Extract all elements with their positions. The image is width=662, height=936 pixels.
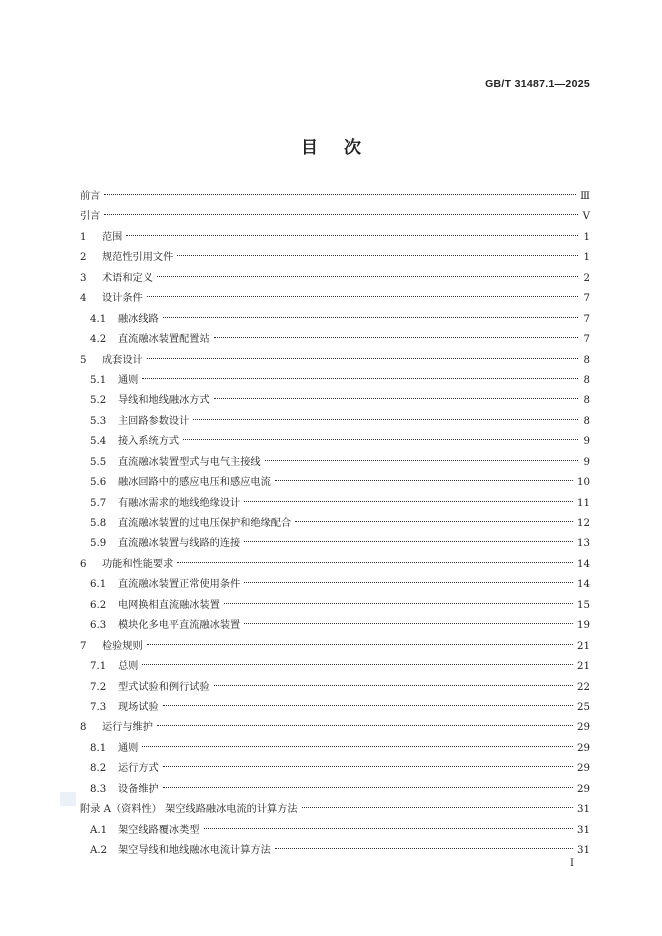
toc-entry-label: 架空线路覆冰类型 — [118, 824, 200, 836]
toc-leader-dots — [295, 509, 573, 522]
toc-leader-dots — [177, 243, 578, 256]
toc-entry-number: 5.4 — [90, 436, 107, 448]
toc-entry-page: 10 — [577, 477, 590, 489]
toc-entry-page: Ⅴ — [582, 211, 590, 223]
toc-leader-dots — [265, 448, 578, 461]
toc-entry-label: 通则 — [118, 742, 139, 754]
toc-entry-page: 22 — [577, 681, 590, 693]
toc-entry-label: 通则 — [118, 374, 139, 386]
toc-entry-page: Ⅲ — [580, 191, 590, 202]
toc-leader-dots — [214, 386, 578, 399]
toc-entry-page: 13 — [577, 538, 590, 550]
toc-entry-label: 直流融冰装置与线路的连接 — [118, 538, 241, 550]
toc-entry-page: 9 — [583, 436, 590, 448]
toc-leader-dots — [147, 284, 578, 297]
toc-entry-page: 11 — [577, 497, 590, 509]
toc-leader-dots — [142, 734, 573, 747]
toc-leader-dots — [275, 468, 573, 481]
toc-entry-number: 6.3 — [90, 620, 107, 632]
toc-entry-page: 7 — [583, 293, 590, 305]
toc-leader-dots — [244, 489, 573, 502]
toc-leader-dots — [104, 202, 578, 215]
toc-leader-dots — [142, 652, 573, 665]
toc-entry-page: 19 — [577, 620, 590, 632]
toc-entry-label: 引言 — [80, 211, 101, 223]
toc-leader-dots — [244, 570, 573, 583]
toc-entry-label: 功能和性能要求 — [102, 558, 174, 570]
toc-entry-number: 8.1 — [90, 742, 107, 754]
toc-entry-number: 3 — [80, 272, 87, 284]
toc-entry-label: 融冰回路中的感应电压和感应电流 — [118, 477, 271, 489]
toc-entry-label: 架空导线和地线融冰电流计算方法 — [118, 845, 271, 856]
toc-entry-page: 14 — [577, 579, 590, 591]
toc-leader-dots — [275, 836, 573, 849]
toc-entry-label: 运行与维护 — [102, 722, 153, 734]
toc-entry-page: 12 — [577, 518, 590, 529]
toc-entry-number: 5.5 — [90, 456, 107, 468]
toc-entry-page: 31 — [577, 845, 590, 856]
toc-entry-number: 5.7 — [90, 497, 107, 509]
toc-entry-label: 电网换相直流融冰装置 — [118, 599, 220, 611]
toc-entry-label: 融冰线路 — [118, 313, 159, 325]
toc-entry-number: A.1 — [90, 824, 108, 836]
toc-entry-number: 6 — [80, 558, 87, 570]
toc-leader-dots — [147, 632, 573, 645]
toc-entry-label: 型式试验和例行试验 — [118, 681, 210, 693]
toc-entry-label: 主回路参数设计 — [118, 415, 190, 427]
toc-entry-page: 8 — [583, 395, 590, 407]
toc-entry-number: 7 — [80, 640, 87, 652]
toc-entry-number: 5.9 — [90, 538, 107, 550]
toc-entry-page: 14 — [577, 558, 590, 570]
toc-entry-number: 2 — [80, 252, 87, 264]
toc-entry-label: 规范性引用文件 — [102, 252, 174, 264]
toc-entry-label: 直流融冰装置正常使用条件 — [118, 579, 241, 591]
toc-entry-number: 7.2 — [90, 681, 107, 693]
toc-entry-label: 成套设计 — [102, 354, 143, 366]
toc-entry-number: 4 — [80, 293, 87, 305]
toc-entry-number: 8 — [80, 722, 87, 734]
toc-entry-page: 31 — [577, 804, 590, 816]
watermark-mark — [60, 792, 76, 806]
toc-entry-number: 7.1 — [90, 661, 107, 673]
toc-entry-page: 7 — [583, 313, 590, 325]
toc-entry-page: 9 — [583, 456, 590, 468]
toc-entry-number: A.2 — [90, 845, 108, 856]
toc-entry-number: 1 — [80, 231, 87, 243]
toc-leader-dots — [244, 529, 573, 542]
toc-entry-label: 直流融冰装置的过电压保护和绝缘配合 — [118, 518, 292, 529]
toc-entry-label: 设备维护 — [118, 783, 159, 795]
toc-entry-page: 29 — [577, 783, 590, 795]
toc-entry-label: 术语和定义 — [102, 272, 153, 284]
toc-entry-page: 21 — [577, 640, 590, 652]
toc-entry-number: 6.1 — [90, 579, 107, 591]
toc-entry-label: 导线和地线融冰方式 — [118, 395, 210, 407]
toc-entry-number: 5.3 — [90, 415, 107, 427]
toc-entry-number: 7.3 — [90, 701, 107, 713]
toc-entry-label: 范围 — [102, 231, 123, 243]
toc-entry-label: 检验规则 — [102, 640, 143, 652]
toc-leader-dots — [163, 305, 578, 318]
page-number: I — [570, 858, 574, 869]
toc-entry-label: 附录 A（资料性） 架空线路融冰电流的计算方法 — [80, 804, 298, 816]
toc-entry-page: 8 — [583, 415, 590, 427]
toc-leader-dots — [147, 346, 578, 359]
toc-leader-dots — [302, 795, 573, 808]
toc-entry-label: 有融冰需求的地线绝缘设计 — [118, 497, 241, 509]
toc-entry-label: 接入系统方式 — [118, 436, 180, 448]
page-title: 目次 — [301, 138, 387, 158]
toc-entry-page: 15 — [577, 599, 590, 611]
toc-leader-dots — [163, 693, 573, 706]
toc-entry-number: 6.2 — [90, 599, 107, 611]
toc-leader-dots — [183, 427, 578, 440]
toc-leader-dots — [104, 182, 576, 195]
toc-entry-page: 8 — [583, 354, 590, 366]
toc-entry-label: 总则 — [118, 661, 139, 673]
toc-leader-dots — [157, 264, 578, 277]
toc-entry-number: 5.8 — [90, 518, 107, 529]
toc-leader-dots — [163, 754, 573, 767]
toc-leader-dots — [163, 775, 573, 788]
toc-entry-page: 29 — [577, 742, 590, 754]
table-of-contents — [80, 186, 590, 860]
toc-entry-number: 8.2 — [90, 763, 107, 775]
toc-entry-page: 1 — [583, 231, 590, 243]
toc-leader-dots — [126, 223, 578, 236]
toc-leader-dots — [214, 325, 578, 338]
toc-entry-number: 4.1 — [90, 313, 107, 325]
toc-entry-number: 5.1 — [90, 374, 107, 386]
toc-entry-label: 模块化多电平直流融冰装置 — [118, 620, 241, 632]
toc-entry-page: 8 — [583, 374, 590, 386]
toc-leader-dots — [157, 713, 573, 726]
toc-leader-dots — [193, 407, 578, 420]
toc-leader-dots — [224, 591, 573, 604]
toc-entry-page: 2 — [583, 272, 590, 284]
toc-entry-page: 1 — [583, 252, 590, 264]
toc-entry[interactable] — [80, 840, 590, 860]
toc-entry-label: 前言 — [80, 191, 101, 202]
toc-entry-page: 21 — [577, 661, 590, 673]
toc-entry-page: 31 — [577, 824, 590, 836]
toc-entry-label: 运行方式 — [118, 763, 159, 775]
toc-entry-page: 29 — [577, 722, 590, 734]
toc-entry-number: 8.3 — [90, 783, 107, 795]
toc-entry-page: 25 — [577, 701, 590, 713]
toc-entry-label: 直流融冰装置型式与电气主接线 — [118, 456, 261, 468]
toc-leader-dots — [204, 816, 574, 829]
toc-entry-number: 5.6 — [90, 477, 107, 489]
toc-leader-dots — [177, 550, 573, 563]
standard-code: GB/T 31487.1—2025 — [485, 78, 590, 90]
toc-leader-dots — [142, 366, 578, 379]
toc-entry-number: 5 — [80, 354, 87, 366]
toc-leader-dots — [244, 611, 573, 624]
toc-entry-label: 直流融冰装置配置站 — [118, 334, 210, 346]
toc-entry-number: 4.2 — [90, 334, 107, 346]
toc-entry-label: 设计条件 — [102, 293, 143, 305]
toc-entry-page: 29 — [577, 763, 590, 775]
toc-entry-number: 5.2 — [90, 395, 107, 407]
toc-entry-label: 现场试验 — [118, 701, 159, 713]
toc-leader-dots — [214, 673, 573, 686]
toc-entry-page: 7 — [583, 334, 590, 346]
